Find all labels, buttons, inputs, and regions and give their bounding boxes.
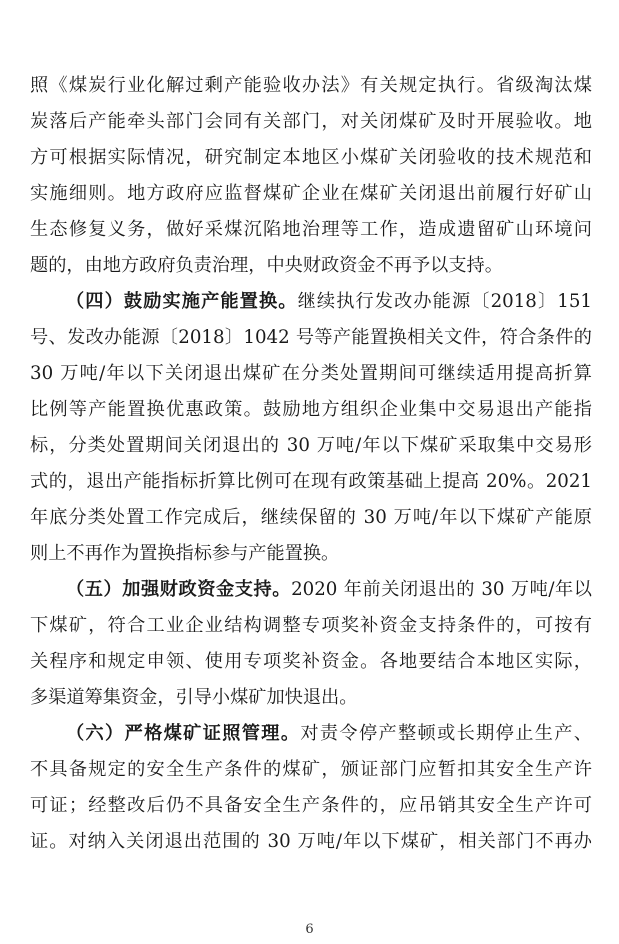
section-heading: （四）鼓励实施产能置换。 bbox=[66, 291, 298, 312]
text-line: 照《煤炭行业化解过剩产能验收办法》有关规定执行。省级淘汰煤 bbox=[30, 75, 592, 96]
paragraph-first-line bbox=[66, 717, 592, 751]
text-line: 则上不再作为置换指标参与产能置换。 bbox=[30, 543, 340, 564]
text-line: 方可根据实际情况，研究制定本地区小煤矿关闭验收的技术规范和 bbox=[30, 147, 592, 168]
text-line: 式的，退出产能指标折算比例可在现有政策基础上提高 20%。2021 bbox=[30, 471, 592, 492]
text-line: 年底分类处置工作完成后，继续保留的 30 万吨/年以下煤矿产能原 bbox=[30, 507, 592, 528]
text-run: 继续执行发改办能源〔2018〕151 bbox=[297, 291, 592, 312]
text-line: 不具备规定的安全生产条件的煤矿，颁证部门应暂扣其安全生产许 bbox=[30, 759, 592, 780]
text-line: 标，分类处置期间关闭退出的 30 万吨/年以下煤矿采取集中交易形 bbox=[30, 435, 592, 456]
text-line: 实施细则。地方政府应监督煤矿企业在煤矿关闭退出前履行好矿山 bbox=[30, 183, 592, 204]
text-line: 关程序和规定申领、使用专项奖补资金。各地要结合本地区实际， bbox=[30, 651, 592, 672]
section-heading: （五）加强财政资金支持。 bbox=[66, 579, 292, 600]
text-line: 生态修复义务，做好采煤沉陷地治理等工作，造成遗留矿山环境问 bbox=[30, 219, 592, 240]
paragraph-first-line bbox=[66, 573, 592, 607]
text-line: 30 万吨/年以下关闭退出煤矿在分类处置期间可继续适用提高折算 bbox=[30, 363, 592, 384]
text-line: 题的，由地方政府负责治理，中央财政资金不再予以支持。 bbox=[30, 255, 503, 276]
text-line: 比例等产能置换优惠政策。鼓励地方组织企业集中交易退出产能指 bbox=[30, 399, 592, 420]
page-number: 6 bbox=[305, 922, 314, 937]
text-line: 号、发改办能源〔2018〕1042 号等产能置换相关文件，符合条件的 bbox=[30, 327, 592, 348]
text-line: 多渠道筹集资金，引导小煤矿加快退出。 bbox=[30, 687, 358, 708]
text-line: 可证；经整改后仍不具备安全生产条件的，应吊销其安全生产许可 bbox=[30, 795, 592, 816]
section-heading: （六）严格煤矿证照管理。 bbox=[66, 723, 301, 744]
paragraph-first-line bbox=[66, 285, 592, 319]
text-line: 下煤矿，符合工业企业结构调整专项奖补资金支持条件的，可按有 bbox=[30, 615, 592, 636]
text-run: 对责令停产整顿或长期停止生产、 bbox=[300, 723, 592, 744]
text-line: 炭落后产能牵头部门会同有关部门，对关闭煤矿及时开展验收。地 bbox=[30, 111, 592, 132]
text-line: 证。对纳入关闭退出范围的 30 万吨/年以下煤矿，相关部门不再办 bbox=[30, 831, 592, 852]
text-run: 2020 年前关闭退出的 30 万吨/年以 bbox=[291, 579, 592, 600]
